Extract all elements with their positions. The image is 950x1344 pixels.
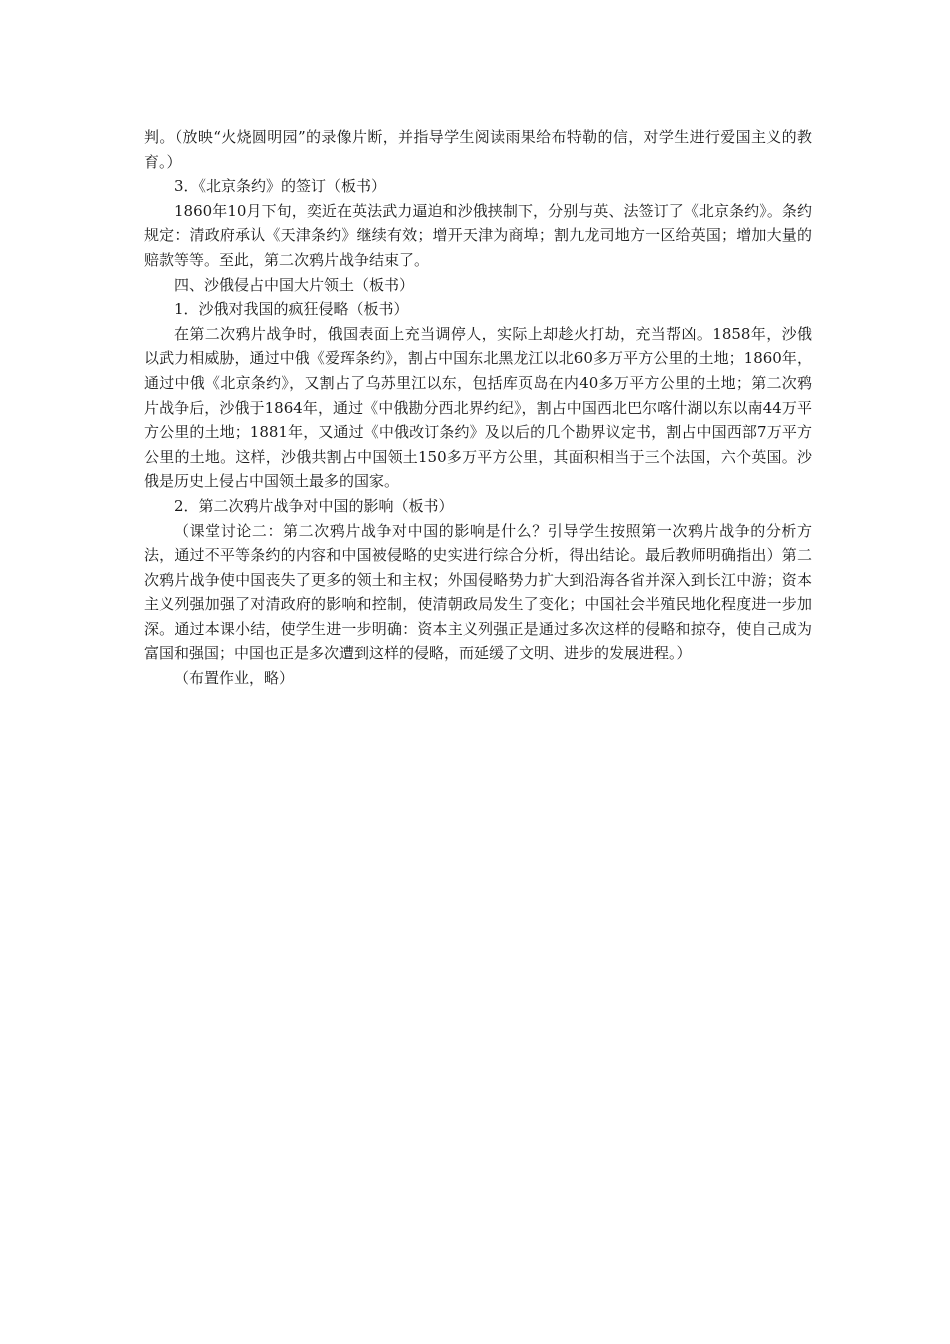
paragraph-beijing-treaty: 1860年10月下旬，奕近在英法武力逼迫和沙俄挟制下，分别与英、法签订了《北京条约》。条约规定：清政府承认《天津条约》继续有效；增开天津为商埠；割九龙司地方一区给英国；增加大量的赔款等等。至此，第二次鸦片战争结束了。 (144, 201, 812, 269)
paragraph-russian-aggression: 在第二次鸦片战争时，俄国表面上充当调停人，实际上却趁火打劫，充当帮凶。1858年，沙俄以武力相威胁，通过中俄《爱珲条约》，割占中国东北黑龙江以北60多万平方公里的土地；1860年，通过中俄《北京条约》，又割占了乌苏里江以东，包括库页岛在内40多万平方公里的土地；第二次鸦片战争后，沙俄于1864年，通过《中俄勘分西北界约纪》，割占中国西北巴尔喀什湖以东以南44万平方公里的土地；1881年，又通过《中俄改订条约》及以后的几个勘界议定书，割占中国西部7万平方公里的土地。这样，沙俄共割占中国领土150多万平方公里，其面积相当于三个法国，六个英国。沙俄是历史上侵占中国领土最多的国家。 (144, 324, 812, 491)
paragraph-war-impact: （课堂讨论二：第二次鸦片战争对中国的影响是什么？引导学生按照第一次鸦片战争的分析方法，通过不平等条约的内容和中国被侵略的史实进行综合分析，得出结论。最后教师明确指出）第二次鸦片战争使中国丧失了更多的领土和主权；外国侵略势力扩大到沿海各省并深入到长江中游；资本主义列强加强了对清政府的影响和控制，使清朝政局发生了变化；中国社会半殖民地化程度进一步加深。通过本课小结，使学生进一步明确：资本主义列强正是通过多次这样的侵略和掠夺，使自己成为富国和强国；中国也正是多次遭到这样的侵略，而延缓了文明、进步的发展进程。） (144, 521, 812, 663)
heading-russian-aggression: 1．沙俄对我国的疯狂侵略（板书） (174, 300, 409, 319)
heading-section-four: 四、沙俄侵占中国大片领土（板书） (174, 275, 415, 294)
heading-war-impact: 2．第二次鸦片战争对中国的影响（板书） (174, 496, 454, 515)
paragraph-homework: （布置作业，略） (174, 669, 295, 688)
document-body (144, 125, 812, 691)
heading-beijing-treaty: 3．《北京条约》的签订（板书） (174, 177, 387, 196)
paragraph-continuation: 判。（放映“火烧圆明园”的录像片断，并指导学生阅读雨果给布特勒的信，对学生进行爱国主义的教育。） (144, 128, 812, 171)
